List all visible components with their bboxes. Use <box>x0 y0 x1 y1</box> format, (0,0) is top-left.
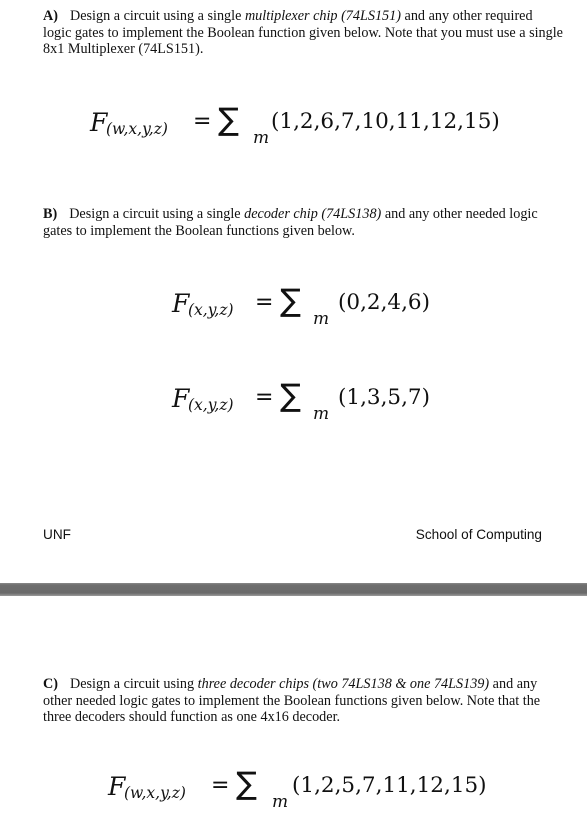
part-b-paragraph <box>43 206 563 239</box>
function-arguments: (w,x,y,z) <box>124 784 186 802</box>
minterm-subscript: m <box>313 404 330 424</box>
minterm-subscript: m <box>313 309 330 329</box>
part-b-equation-2 <box>172 378 472 444</box>
part-b-equation-1 <box>172 283 472 349</box>
part-b-chip-name: decoder chip (74LS138) <box>244 206 382 222</box>
function-arguments: (x,y,z) <box>188 301 234 319</box>
footer-left-text: UNF <box>43 527 71 542</box>
part-a-paragraph <box>43 8 563 58</box>
equals-sign: = <box>255 290 274 315</box>
summation-icon: ∑ <box>236 766 257 802</box>
summation-icon: ∑ <box>218 102 239 138</box>
part-b-label: B) <box>43 206 58 222</box>
function-arguments: (x,y,z) <box>188 396 234 414</box>
minterm-subscript: m <box>253 128 270 148</box>
function-arguments: (w,x,y,z) <box>106 120 168 138</box>
function-symbol: F <box>90 108 108 137</box>
part-c-chip-name: three decoder chips (two 74LS138 & one 74LS139) <box>197 676 490 692</box>
minterm-subscript: m <box>272 792 289 812</box>
part-c-label: C) <box>43 676 58 692</box>
part-c-text-end: and any other needed logic gates to implement the Boolean functions given below. Note that the three decoders should function as one 4x16 decoder. <box>43 676 541 725</box>
function-symbol: F <box>172 384 190 413</box>
part-a-equation <box>90 102 530 168</box>
summation-icon: ∑ <box>280 378 301 414</box>
minterm-list: (1,3,5,7) <box>338 385 430 410</box>
part-b-text-start: Design a circuit using a single <box>69 206 245 222</box>
function-symbol: F <box>172 289 190 318</box>
part-c-paragraph <box>43 676 563 726</box>
document-page-2 <box>0 596 587 837</box>
part-a-text-start: Design a circuit using a single <box>69 8 245 24</box>
part-a-label: A) <box>43 8 58 24</box>
minterm-list: (1,2,5,7,11,12,15) <box>292 773 487 798</box>
minterm-list: (0,2,4,6) <box>338 290 430 315</box>
equals-sign: = <box>193 109 212 134</box>
summation-icon: ∑ <box>280 283 301 319</box>
footer-right-text: School of Computing <box>415 527 542 542</box>
part-b-text-end: and any other needed logic gates to implement the Boolean functions given below. <box>43 206 538 239</box>
part-c-equation <box>108 766 528 832</box>
minterm-list: (1,2,6,7,10,11,12,15) <box>271 109 500 134</box>
equals-sign: = <box>255 385 274 410</box>
part-c-text-start: Design a circuit using <box>69 676 198 692</box>
part-a-chip-name: multiplexer chip (74LS151) <box>244 8 401 24</box>
page-separator <box>0 583 587 596</box>
equals-sign: = <box>211 773 230 798</box>
function-symbol: F <box>108 772 126 801</box>
part-a-text-end: and any other required logic gates to implement the Boolean function given below. Note that you must use a single 8x1 Multiplexer (74LS151). <box>43 8 563 57</box>
